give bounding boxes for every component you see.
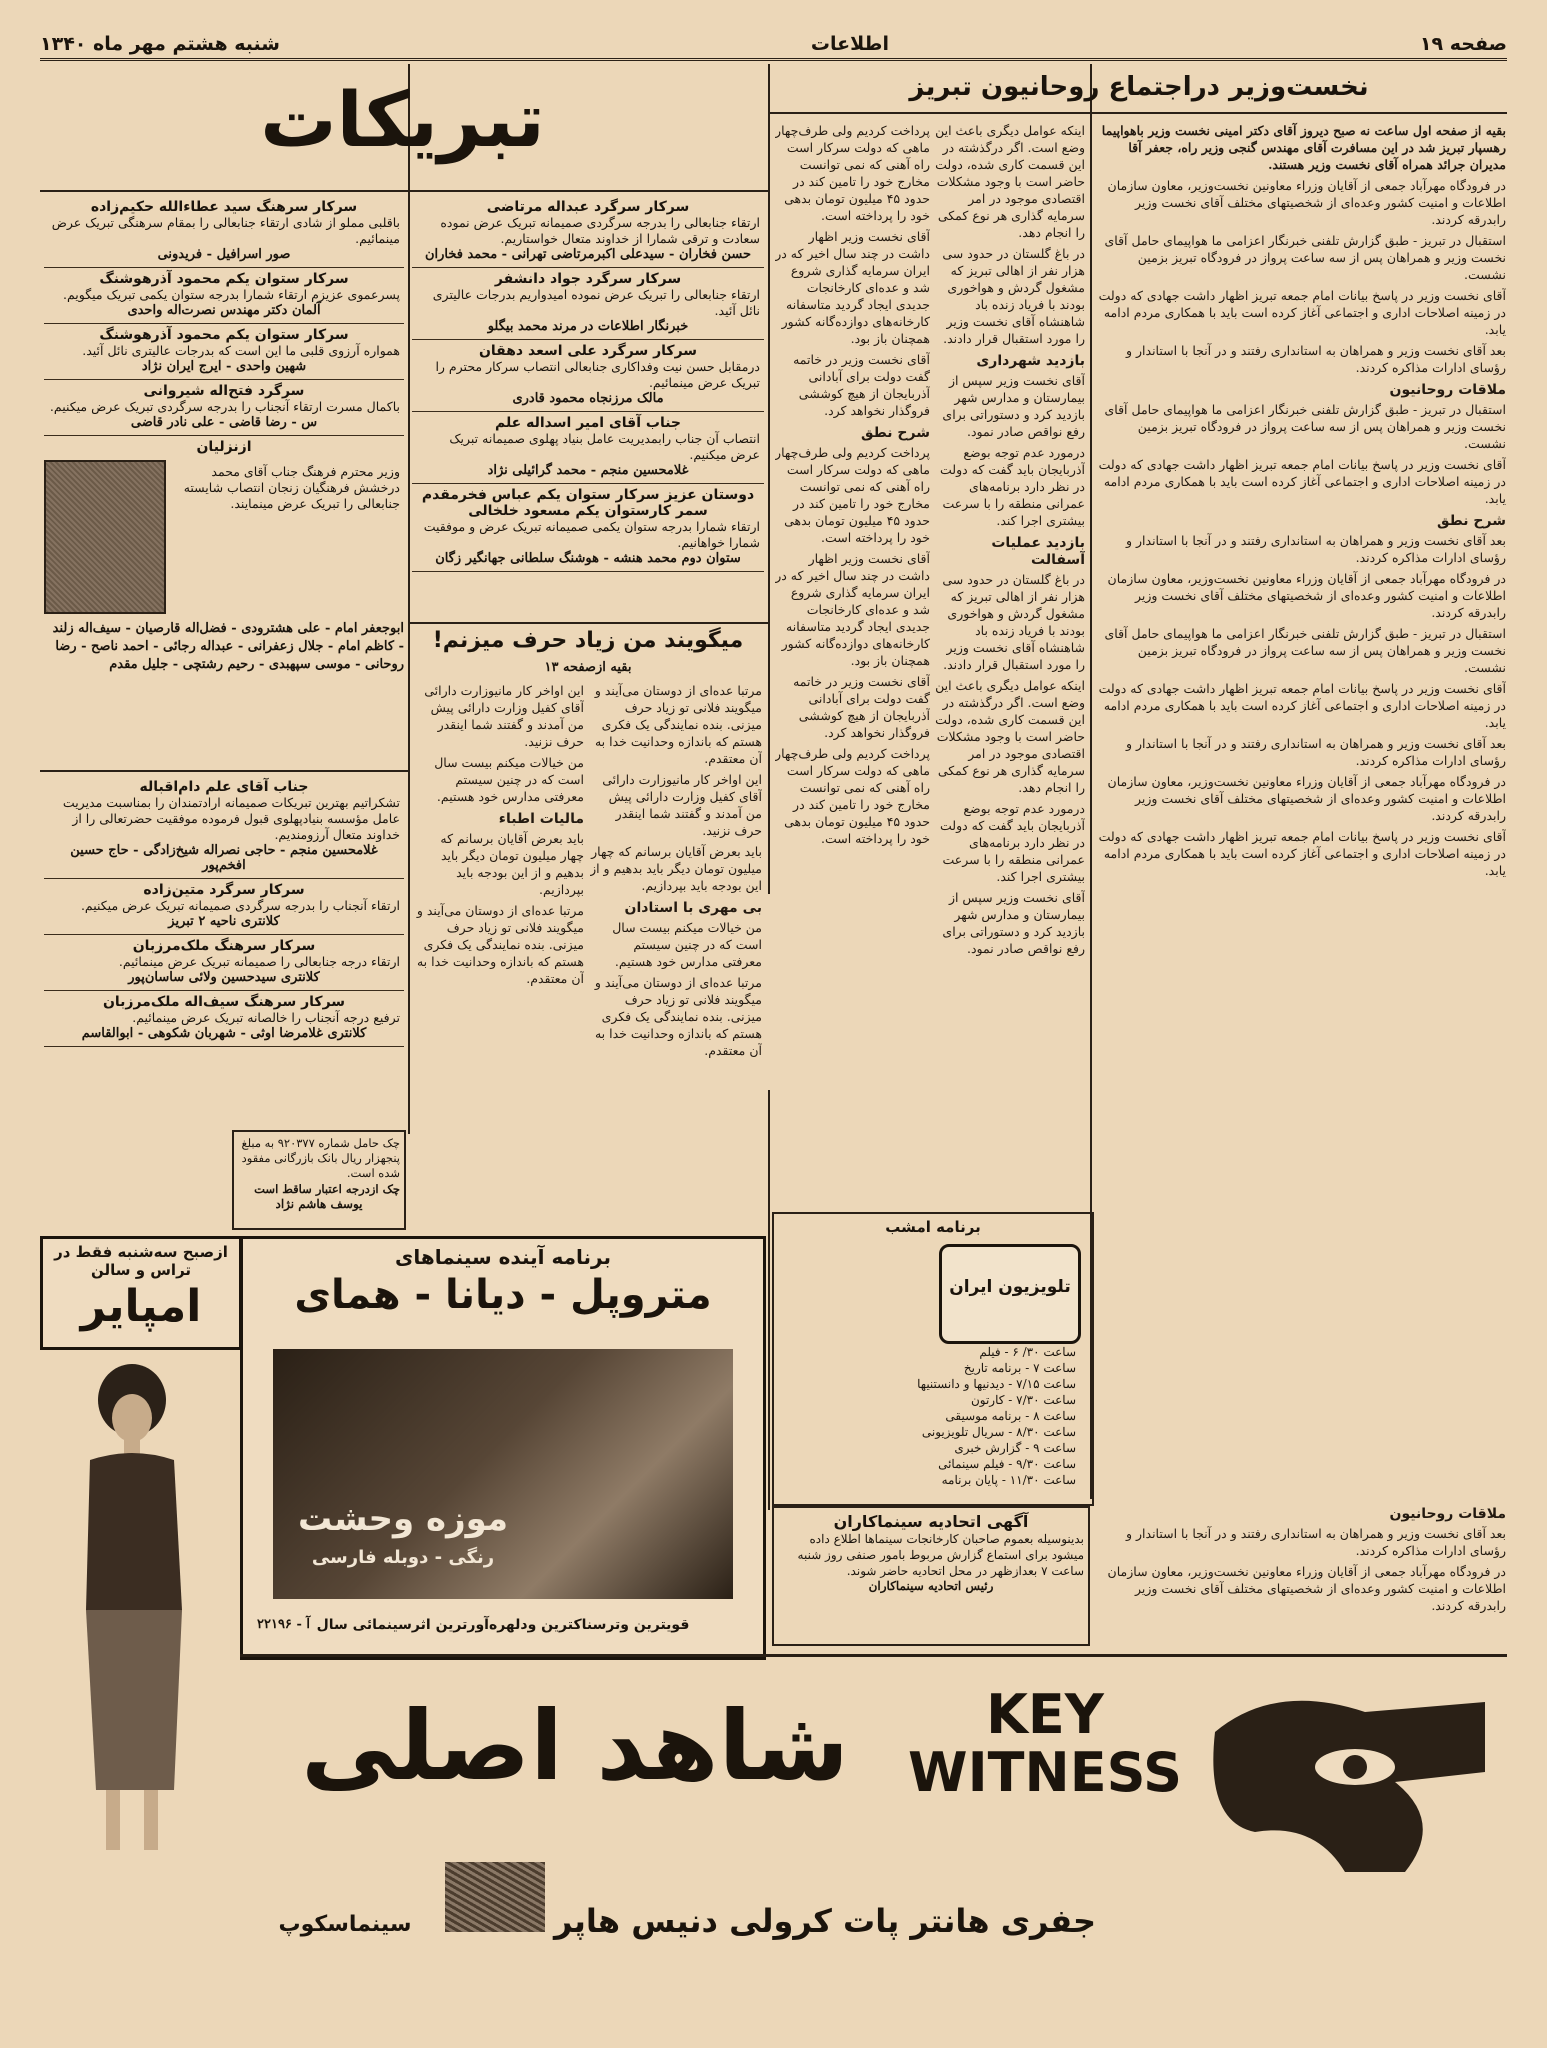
- congrats-signature: س - رضا قاضی - علی نادر قاضی: [130, 415, 318, 430]
- union-notice-body: بدینوسیله بعموم صاحبان کارخانجات سینماها اطلاع داده میشود برای استماع گزارش مربوط بامور صنفی روز شنبه ساعت ۷ بعدازظهر در محل اتحادیه حاضر شوند.: [797, 1532, 1084, 1578]
- opinion-paragraph: این اواخر کار مانیوزارت دارائی آقای کفیل وزارت دارائی پیش من آمدند و گفتند شما اینقدر حرف نزنید.: [424, 683, 584, 749]
- opinion-body-right: [590, 682, 762, 1122]
- middle-article-paragraph: درمورد عدم توجه بوضع آذربایجان باید گفت که دولت در نظر دارد برنامه‌های عمرانی منطقه را با سرعت بیشتری اجرا کند.: [939, 445, 1085, 528]
- congrats-body: باقلبی مملو از شادی ارتقاء جنابعالی را بمقام سرهنگی تبریک عرض مینمائیم.: [51, 215, 400, 246]
- union-notice-title: آگهی اتحادیه سینماکاران: [833, 1512, 1029, 1531]
- middle-article-b-paragraph: پرداخت کردیم ولی طرف‌چهار ماهی که دولت سرکار است راه آهنی که نمی توانست مخارج خود را تامین کند در حدود ۴۵ میلیون تومان بدهی خود را پرداخته است.: [775, 746, 930, 846]
- congrats-card: [44, 268, 404, 324]
- congrats-heading: سرکار سرگرد عبداله مرتاضی: [486, 199, 690, 215]
- middle-article-b-body: [775, 122, 930, 1202]
- opinion-paragraph: این اواخر کار مانیوزارت دارائی آقای کفیل وزارت دارائی پیش من آمدند و گفتند شما اینقدر حرف نزنید.: [602, 772, 762, 838]
- key-witness-persian-title: شاهد اصلی: [301, 1690, 849, 1802]
- main-article-lead: بقیه از صفحه اول ساعت نه صبح دیروز آقای دکتر امینی نخست وزیر باهواپیما رهسپار تبریز شد در این مسافرت آقای مهندس گنجی وزیر راه، جعفر آقا مدیران جرائد همراه آقای نخست وزیر هستند.: [1101, 123, 1506, 172]
- congrats-body: ارتقاء درجه جنابعالی را صمیمانه تبریک عرض مینمائیم.: [118, 954, 400, 969]
- fashion-figure-image: [50, 1360, 210, 1860]
- congrats-signature: کلانتری غلامرضا اوثی - شهربان شکوهی - ابوالقاسم: [81, 1026, 367, 1041]
- main-headline: نخست‌وزیر دراجتماع روحانیون تبریز: [909, 72, 1369, 102]
- hand-graphic: [1195, 1672, 1495, 1892]
- main-article-subhead: ملاقات روحانیون: [1389, 382, 1506, 398]
- congrats-heading: جناب آقای امیر اسداله علم: [494, 415, 682, 431]
- congrats-card: [44, 324, 404, 380]
- notice-body: چک حامل شماره ۹۲۰۳۷۷ به مبلغ پنجهزار ریال بانک بازرگانی مفقود شده است.: [241, 1136, 400, 1180]
- middle-article-paragraph: آقای نخست وزیر سپس از بیمارستان و مدارس شهر بازدید کرد و دستوراتی برای رفع نواقص صادر نمود.: [942, 373, 1085, 439]
- opinion-body-left: [414, 682, 584, 1122]
- congrats-card: [412, 484, 764, 572]
- cinema-ad-names: متروپل - دیانا - همای: [294, 1272, 712, 1318]
- middle-article-b-paragraph: آقای نخست وزیر اظهار داشت در چند سال اخیر که در ایران سرمایه گذاری شروع شد و عده‌ای کارخانجات جدیدی ایجاد گردید متاسفانه کارخانه‌های دوازده‌گانه کشور همچنان باز بود.: [775, 551, 930, 668]
- opinion-paragraph: مرتبا عده‌ای از دوستان می‌آیند و میگویند فلانی تو زیاد حرف میزنی. بنده نمایندگی یک فکری هستم که باندازه وحدانیت خدا به آن معتقدم.: [594, 683, 762, 766]
- page-number: صفحه ۱۹: [1419, 33, 1507, 55]
- congrats-body: همواره آرزوی قلبی ما این است که بدرجات عالیتری نائل آئید.: [82, 343, 400, 358]
- congrats-body: وزیر محترم فرهنگ جناب آقای محمد درخشش فرهنگیان زنجان انتصاب شایسته جنابعالی را تبریک عرض مینمایند.: [183, 464, 400, 511]
- tv-schedule-item: ساعت ۹ - گزارش خبری: [954, 1441, 1076, 1455]
- union-notice-signature: رئیس اتحادیه سینماکاران: [868, 1579, 994, 1593]
- section-rule: [40, 190, 768, 192]
- column-rule: [768, 64, 770, 894]
- main-article-body: [1098, 122, 1506, 1497]
- middle-article-paragraph: اینکه عوامل دیگری باعث این وضع است. اگر درگذشته در این قسمت کاری شده، دولت حاضر است با وجود مشکلات اقتصادی موجود در امر سرمایه گذاری هر نوع کمکی را انجام دهد.: [935, 678, 1085, 795]
- congrats-heading: سرکار سرهنگ ملک‌مرزبان: [132, 938, 316, 954]
- opinion-continued: بقیه ازصفحه ۱۳: [544, 660, 632, 675]
- congrats-body: ارتقاء جنابعالی را تبریک عرض نموده امیدواریم بدرجات عالیتری نائل آئید.: [432, 287, 760, 318]
- film-title: موزه وحشت: [297, 1499, 509, 1539]
- page-header: [40, 30, 1507, 61]
- main-article-paragraph: آقای نخست وزیر در پاسخ بیانات امام جمعه تبریز اظهار داشت جهادی که دولت در زمینه اصلاحات اداری و اجتماعی آغاز کرده است باید با همکاری مردم ادامه یابد.: [1098, 288, 1506, 337]
- main-article-paragraph: آقای نخست وزیر در پاسخ بیانات امام جمعه تبریز اظهار داشت جهادی که دولت در زمینه اصلاحات اداری و اجتماعی آغاز کرده است باید با همکاری مردم ادامه یابد.: [1098, 457, 1506, 506]
- congrats-heading: ازنزلیان: [196, 439, 252, 455]
- congrats-column-bottom: [44, 776, 404, 1136]
- lost-check-notice: [232, 1130, 406, 1230]
- issue-date: شنبه هشتم مهر ماه ۱۳۴۰: [40, 33, 280, 55]
- middle-article-paragraph: در باغ گلستان در حدود سی هزار نفر از اهالی تبریز که مشغول گردش و هواخوری بودند با فریاد زنده باد شاهنشاه آقای نخست وزیر را مورد استقبال قرار دادند.: [942, 572, 1085, 672]
- middle-article-b-paragraph: آقای نخست وزیر در خاتمه گفت دولت برای آبادانی آذربایجان از هیچ کوششی فروگذار نخواهد کرد.: [793, 352, 930, 418]
- middle-article-paragraph: درمورد عدم توجه بوضع آذربایجان باید گفت که دولت در نظر دارد برنامه‌های عمرانی منطقه را با سرعت بیشتری اجرا کند.: [939, 801, 1085, 884]
- congrats-heading: سرکار ستوان یکم محمود آذرهوشنگ: [99, 271, 349, 287]
- middle-article-subhead: شرح نطق: [861, 425, 930, 441]
- opinion-paragraph: مرتبا عده‌ای از دوستان می‌آیند و میگویند فلانی تو زیاد حرف میزنی. بنده نمایندگی یک فکری هستم که باندازه وحدانیت خدا به آن معتقدم.: [416, 903, 584, 986]
- tv-logo-box: [939, 1244, 1081, 1344]
- congrats-names-list: ابوجعفر امام - علی هشترودی - فضل‌اله قارصیان - سیف‌اله زلند - کاظم امام - جلال زعفرانی - عبداله رجائی - احمد ناصح - رضا روحانی - موسی سپهبدی - رحیم رشتچی - جلیل مقدم: [52, 621, 404, 672]
- congrats-body: ترفیع درجه آنجناب را خالصانه تبریک عرض مینمائیم.: [132, 1010, 400, 1025]
- ad-code: آ - ۲۲۱۹۶: [257, 1617, 310, 1632]
- opinion-paragraph: من خیالات میکنم بیست سال است که در چنین سیستم معرفتی مدارس خود هستیم.: [612, 920, 762, 969]
- congrats-card: [412, 268, 764, 340]
- tv-schedule-item: ساعت ۷/۳۰ - کارتون: [970, 1393, 1076, 1407]
- opinion-paragraph: مرتبا عده‌ای از دوستان می‌آیند و میگویند فلانی تو زیاد حرف میزنی. بنده نمایندگی یک فکری هستم که باندازه وحدانیت خدا به آن معتقدم.: [594, 975, 762, 1058]
- newspaper-name: اطلاعات: [810, 33, 889, 55]
- congrats-heading: سرکار سرگرد علی اسعد دهقان: [478, 343, 698, 359]
- congrats-heading: جناب آقای علم دام‌اقباله: [139, 779, 309, 795]
- column-rule: [408, 64, 410, 1134]
- key-witness-ad: [245, 1662, 1507, 2022]
- opinion-paragraph: باید بعرض آقایان برسانم که چهار میلیون تومان دیگر باید بدهیم و از این بودجه باید بپردازیم.: [590, 844, 762, 893]
- tv-schedule-item: ساعت ۱۱/۳۰ - پایان برنامه: [941, 1473, 1076, 1487]
- main-article-paragraph: آقای نخست وزیر در پاسخ بیانات امام جمعه تبریز اظهار داشت جهادی که دولت در زمینه اصلاحات اداری و اجتماعی آغاز کرده است باید با همکاری مردم ادامه یابد.: [1098, 681, 1506, 730]
- congrats-body: باکمال مسرت ارتقاء آنجناب را بدرجه سرگردی تبریک عرض میکنیم.: [49, 399, 400, 414]
- tv-schedule-list: [784, 1344, 1076, 1488]
- opinion-headline: میگویند من زیاد حرف میزنم!: [432, 628, 744, 653]
- congrats-card: [412, 196, 764, 268]
- congrats-card: [44, 776, 404, 879]
- congrats-heading: سرکار سرهنگ سید عطاءالله حکیم‌زاده: [90, 199, 358, 215]
- congrats-column-right: [412, 196, 764, 616]
- section-rule: [40, 770, 408, 772]
- congrats-body: ارتقاء شمارا بدرجه ستوان یکمی صمیمانه تبریک عرض و موفقیت شمارا خواهانیم.: [423, 519, 760, 550]
- main-article-paragraph: در فرودگاه مهرآباد جمعی از آقایان وزراء معاونین نخست‌وزیر، معاون سازمان اطلاعات و امنیت کشور وعده‌ای از شخصیتهای مختلف آقای نخست وزیر رابدرقه کردند.: [1107, 571, 1506, 620]
- film-caption: قویترین وترسناکترین ودلهره‌آورترین اثرسینمائی سال: [316, 1617, 690, 1633]
- main-article-paragraph: استقبال در تبریز - طبق گزارش تلفنی خبرنگار اعزامی ما هواپیمای حامل آقای نخست وزیر و همراهان پس از سه ساعت پرواز در فرودگاه تبریز بزمین نشست.: [1104, 233, 1506, 282]
- tv-logo: تلویزیون ایران: [949, 1277, 1071, 1297]
- tv-schedule-box: [772, 1212, 1094, 1506]
- headline-rule: [770, 112, 1507, 114]
- film-still-image: [273, 1349, 733, 1599]
- empire-ad-title: امپایر: [80, 1281, 202, 1332]
- congrats-heading: سرکار ستوان یکم محمود آذرهوشنگ: [99, 327, 349, 343]
- congrats-signature: کلانتری ناحیه ۲ تبریز: [168, 914, 280, 929]
- main-article-paragraph: بعد آقای نخست وزیر و همراهان به استانداری رفتند و در آنجا با استاندار و رؤسای ادارات مذاکره کردند.: [1126, 533, 1506, 565]
- middle-article-b-paragraph: پرداخت کردیم ولی طرف‌چهار ماهی که دولت سرکار است راه آهنی که نمی توانست مخارج خود را تامین کند در حدود ۴۵ میلیون تومان بدهی خود را پرداخته است.: [775, 123, 930, 223]
- section-rule: [240, 1654, 1507, 1657]
- congrats-title: تبریکات: [260, 75, 545, 164]
- minister-portrait: [44, 460, 166, 614]
- cinema-ad-header: برنامه آینده سینماهای: [395, 1245, 611, 1269]
- middle-article-paragraph: آقای نخست وزیر سپس از بیمارستان و مدارس شهر بازدید کرد و دستوراتی برای رفع نواقص صادر نمود.: [942, 890, 1085, 956]
- main-article-paragraph: بعد آقای نخست وزیر و همراهان به استانداری رفتند و در آنجا با استاندار و رؤسای ادارات مذاکره کردند.: [1126, 1526, 1506, 1558]
- congrats-signature: شهین واحدی - ایرج ایران نژاد: [141, 359, 307, 374]
- section-rule: [410, 622, 768, 624]
- congrats-heading: سرگرد فتح‌اله شیروانی: [143, 383, 305, 399]
- congrats-body: ارتقاء جنابعالی را بدرجه سرگردی صمیمانه تبریک عرض نموده سعادت و ترقی شمارا از خداوند متعال خواستاریم.: [440, 215, 760, 246]
- tv-schedule-item: ساعت ۷ - برنامه تاریخ: [963, 1361, 1076, 1375]
- film-scene-image: [445, 1862, 545, 1932]
- congrats-body: انتصاب آن جناب رابمدیریت عامل بنیاد پهلوی صمیمانه تبریک عرض میکنیم.: [449, 431, 760, 462]
- main-article-paragraph: در فرودگاه مهرآباد جمعی از آقایان وزراء معاونین نخست‌وزیر، معاون سازمان اطلاعات و امنیت کشور وعده‌ای از شخصیتهای مختلف آقای نخست وزیر رابدرقه کردند.: [1107, 774, 1506, 823]
- middle-article-b-paragraph: پرداخت کردیم ولی طرف‌چهار ماهی که دولت سرکار است راه آهنی که نمی توانست مخارج خود را تامین کند در حدود ۴۵ میلیون تومان بدهی خود را پرداخته است.: [775, 445, 930, 545]
- film-subtitle: رنگی - دوبله فارسی: [311, 1547, 495, 1568]
- column-rule: [768, 1090, 770, 1510]
- congrats-body: ارتقاء آنجناب را بدرجه سرگردی صمیمانه تبریک عرض میکنیم.: [80, 898, 400, 913]
- opinion-paragraph: من خیالات میکنم بیست سال است که در چنین سیستم معرفتی مدارس خود هستیم.: [434, 755, 584, 804]
- congrats-signature: ستوان دوم محمد هنشه - هوشنگ سلطانی جهانگیر زگان: [435, 551, 741, 566]
- congrats-signature: آلمان دکتر مهندس نصرت‌اله واحدی: [127, 303, 321, 318]
- congrats-card: [412, 412, 764, 484]
- middle-article-paragraph: اینکه عوامل دیگری باعث این وضع است. اگر درگذشته در این قسمت کاری شده، دولت حاضر است با وجود مشکلات اقتصادی موجود در امر سرمایه گذاری هر نوع کمکی را انجام دهد.: [935, 123, 1085, 240]
- tv-schedule-item: ساعت ۸/۳۰ - سریال تلویزیونی: [921, 1425, 1076, 1439]
- opinion-subhead: مالیات اطباء: [498, 811, 584, 827]
- main-article-paragraph: در فرودگاه مهرآباد جمعی از آقایان وزراء معاونین نخست‌وزیر، معاون سازمان اطلاعات و امنیت کشور وعده‌ای از شخصیتهای مختلف آقای نخست وزیر رابدرقه کردند.: [1107, 1564, 1506, 1613]
- tv-schedule-item: ساعت ۸ - برنامه موسیقی: [945, 1409, 1076, 1423]
- main-article-paragraph: در فرودگاه مهرآباد جمعی از آقایان وزراء معاونین نخست‌وزیر، معاون سازمان اطلاعات و امنیت کشور وعده‌ای از شخصیتهای مختلف آقای نخست وزیر رابدرقه کردند.: [1107, 178, 1506, 227]
- cinemascope-label: سینماسکوپ: [278, 1912, 412, 1937]
- key-witness-english-title: KEY WITNESS: [908, 1683, 1182, 1804]
- congrats-card: [412, 340, 764, 412]
- opinion-paragraph: باید بعرض آقایان برسانم که چهار میلیون تومان دیگر باید بدهیم و از این بودجه باید بپردازیم.: [440, 831, 584, 897]
- middle-article-b-paragraph: آقای نخست وزیر در خاتمه گفت دولت برای آبادانی آذربایجان از هیچ کوششی فروگذار نخواهد کرد.: [793, 674, 930, 740]
- middle-article-body: [935, 122, 1085, 1202]
- congrats-card: [44, 879, 404, 935]
- congrats-heading: سرکار سرگرد متین‌زاده: [143, 882, 305, 898]
- main-article-continuation: [1098, 1500, 1506, 1650]
- congrats-card: [44, 991, 404, 1047]
- congrats-signature: غلامحسین منجم - حاجی نصراله شیخ‌زادگی - حاج حسین افخم‌پور: [70, 843, 378, 873]
- key-witness-cast: جفری هانتر پات کرولی دنیس هاپر: [553, 1902, 1097, 1940]
- congrats-signature: غلامحسین منجم - محمد گرائیلی نژاد: [487, 463, 689, 478]
- congrats-heading: دوستان عزیز سرکار ستوان یکم عباس فخرمقدم سمر کارستوان یکم مسعود خلخالی: [421, 487, 755, 519]
- congrats-card: [44, 935, 404, 991]
- congrats-signature: خبرنگار اطلاعات در مرند محمد بیگلو: [487, 319, 689, 334]
- empire-ad-subtitle: ازصبح سه‌شنبه فقط در تراس و سالن: [54, 1243, 228, 1279]
- congrats-body: پسرعموی عزیزم ارتقاء شمارا بدرجه ستوان یکمی تبریک میگویم.: [62, 287, 400, 302]
- main-article-subhead: ملاقات روحانیون: [1389, 1506, 1506, 1522]
- congrats-card: [44, 380, 404, 436]
- congrats-card: [44, 436, 404, 460]
- main-article-subhead: شرح نطق: [1437, 513, 1506, 529]
- tv-schedule-item: ساعت ۷/۱۵ - دیدنیها و دانستنیها: [917, 1377, 1076, 1391]
- middle-article-subhead: بازدید شهرداری: [976, 353, 1085, 369]
- main-article-paragraph: بعد آقای نخست وزیر و همراهان به استانداری رفتند و در آنجا با استاندار و رؤسای ادارات مذاکره کردند.: [1126, 736, 1506, 768]
- opinion-subhead: بی مهری با استادان: [624, 900, 762, 916]
- main-article-paragraph: بعد آقای نخست وزیر و همراهان به استانداری رفتند و در آنجا با استاندار و رؤسای ادارات مذاکره کردند.: [1126, 343, 1506, 375]
- middle-article-paragraph: در باغ گلستان در حدود سی هزار نفر از اهالی تبریز که مشغول گردش و هواخوری بودند با فریاد زنده باد شاهنشاه آقای نخست وزیر را مورد استقبال قرار دادند.: [942, 246, 1085, 346]
- middle-article-subhead: بازدید عملیات آسفالت: [991, 535, 1085, 568]
- congrats-heading: سرکار سرگرد جواد دانشفر: [494, 271, 682, 287]
- tv-schedule-item: ساعت ۳۰/ ۶ - فیلم: [979, 1345, 1076, 1359]
- tv-schedule-header: برنامه امشب: [885, 1218, 981, 1236]
- main-article-paragraph: استقبال در تبریز - طبق گزارش تلفنی خبرنگار اعزامی ما هواپیمای حامل آقای نخست وزیر و همراهان پس از سه ساعت پرواز در فرودگاه تبریز بزمین نشست.: [1104, 626, 1506, 675]
- notice-body: چک ازدرجه اعتبار ساقط است: [254, 1182, 400, 1196]
- congrats-signature: کلانتری سیدحسین ولائی ساسان‌پور: [128, 970, 320, 985]
- congrats-card: [44, 196, 404, 268]
- congrats-signature: حسن فخاران - سیدعلی اکبرمرتاضی تهرانی - محمد فخاران: [424, 247, 752, 262]
- congrats-column-left: [44, 196, 404, 756]
- congrats-body: درمقابل حسن نیت وفداکاری جنابعالی انتصاب سرکار محترم را تبریک عرض مینمائیم.: [435, 359, 760, 390]
- empire-ad: [40, 1236, 242, 1350]
- notice-signature: یوسف هاشم نژاد: [275, 1197, 363, 1211]
- tv-schedule-item: ساعت ۹/۳۰ - فیلم سینمائی: [938, 1457, 1076, 1471]
- middle-article-b-paragraph: آقای نخست وزیر اظهار داشت در چند سال اخیر که در ایران سرمایه گذاری شروع شد و عده‌ای کارخانجات جدیدی ایجاد گردید متاسفانه کارخانه‌های دوازده‌گانه کشور همچنان باز بود.: [775, 229, 930, 346]
- union-notice: [772, 1506, 1090, 1646]
- cinema-ad: [240, 1236, 766, 1660]
- congrats-heading: سرکار سرهنگ سیف‌اله ملک‌مرزبان: [102, 994, 346, 1010]
- congrats-signature: صور اسرافیل - فریدونی: [157, 247, 291, 262]
- congrats-signature: مالک مرزنجاه محمود قادری: [512, 391, 664, 406]
- main-article-paragraph: استقبال در تبریز - طبق گزارش تلفنی خبرنگار اعزامی ما هواپیمای حامل آقای نخست وزیر و همراهان پس از سه ساعت پرواز در فرودگاه تبریز بزمین نشست.: [1104, 402, 1506, 451]
- main-article-paragraph: آقای نخست وزیر در پاسخ بیانات امام جمعه تبریز اظهار داشت جهادی که دولت در زمینه اصلاحات اداری و اجتماعی آغاز کرده است باید با همکاری مردم ادامه یابد.: [1098, 829, 1506, 878]
- congrats-body: تشکراتیم بهترین تبریکات صمیمانه ارادتمندان را بمناسبت مدیریت عامل مؤسسه بنیادپهلوی قبول فرموده موفقیت حضرتعالی را از خداوند متعال آرزومندیم.: [62, 795, 400, 842]
